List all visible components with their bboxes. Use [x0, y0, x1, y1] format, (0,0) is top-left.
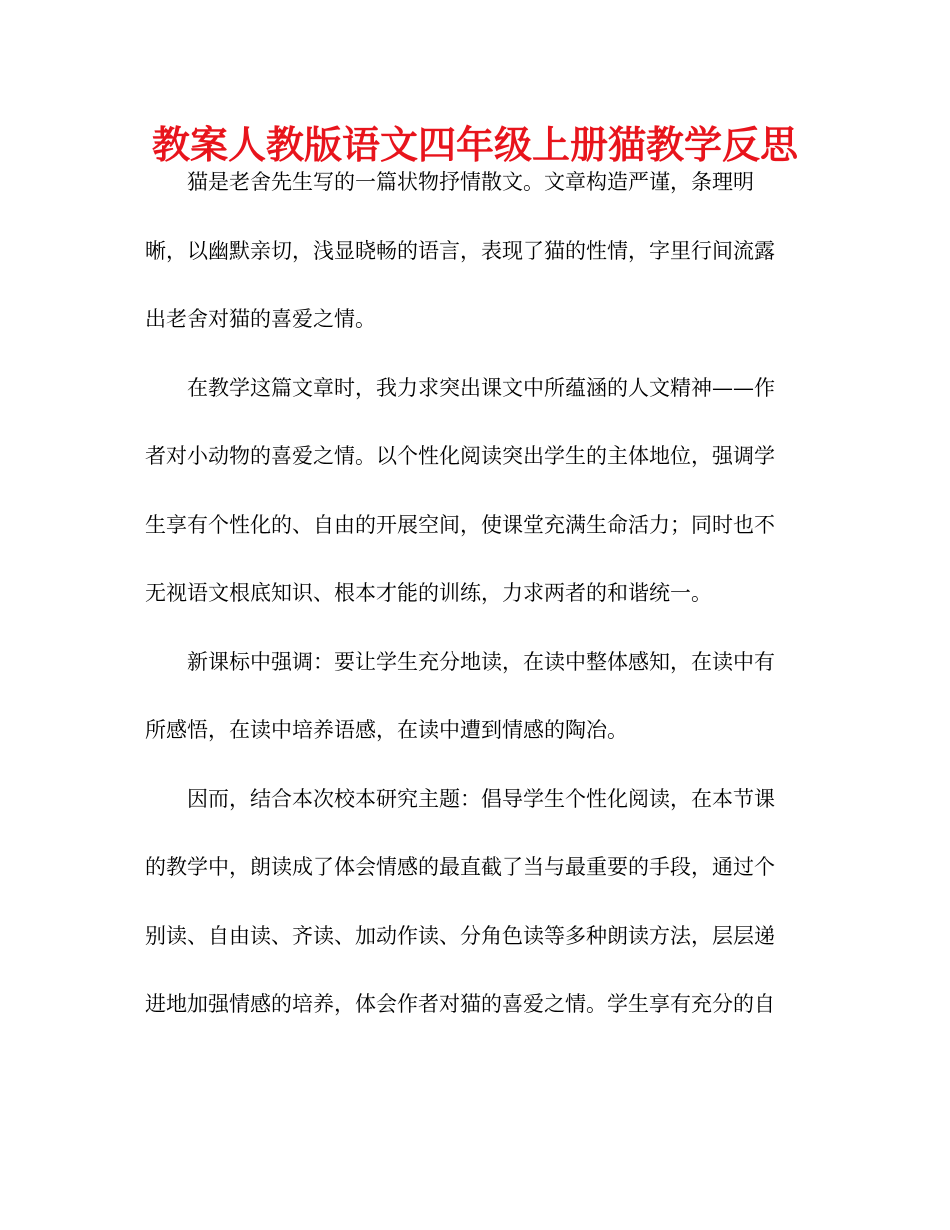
paragraph-3	[145, 650, 805, 743]
paragraph-2	[145, 376, 805, 606]
paragraph-1	[145, 170, 805, 331]
text-line: 新课标中强调：要让学生充分地读，在读中整体感知，在读中有	[187, 649, 775, 674]
text-line: 在教学这篇文章时，我力求突出课文中所蕴涵的人文精神——作	[187, 375, 775, 400]
text-line: 生享有个性化的、自由的开展空间，使课堂充满生命活力；同时也不	[145, 512, 775, 537]
text-line: 因而，结合本次校本研究主题：倡导学生个性化阅读，在本节课	[187, 786, 775, 811]
text-line: 者对小动物的喜爱之情。以个性化阅读突出学生的主体地位，强调学	[145, 444, 775, 468]
text-line: 无视语文根底知识、根本才能的训练，力求两者的和谐统一。	[145, 581, 712, 605]
text-line: 别读、自由读、齐读、加动作读、分角色读等多种朗读方法，层层递	[145, 923, 775, 948]
text-line: 猫是老舍先生写的一篇状物抒情散文。文章构造严谨，条理明	[187, 170, 754, 194]
document-title: 教案人教版语文四年级上册猫教学反思	[151, 123, 798, 167]
text-line: 的教学中，朗读成了体会情感的最直截了当与最重要的手段，通过个	[145, 855, 775, 879]
paragraph-4	[145, 787, 805, 1017]
text-line: 进地加强情感的培养，体会作者对猫的喜爱之情。学生享有充分的自	[145, 992, 775, 1016]
text-line: 出老舍对猫的喜爱之情。	[145, 307, 376, 331]
document-body	[145, 170, 805, 1061]
text-line: 所感悟，在读中培养语感，在读中遭到情感的陶冶。	[145, 718, 628, 742]
text-line: 晰，以幽默亲切，浅显晓畅的语言，表现了猫的性情，字里行间流露	[145, 238, 775, 263]
